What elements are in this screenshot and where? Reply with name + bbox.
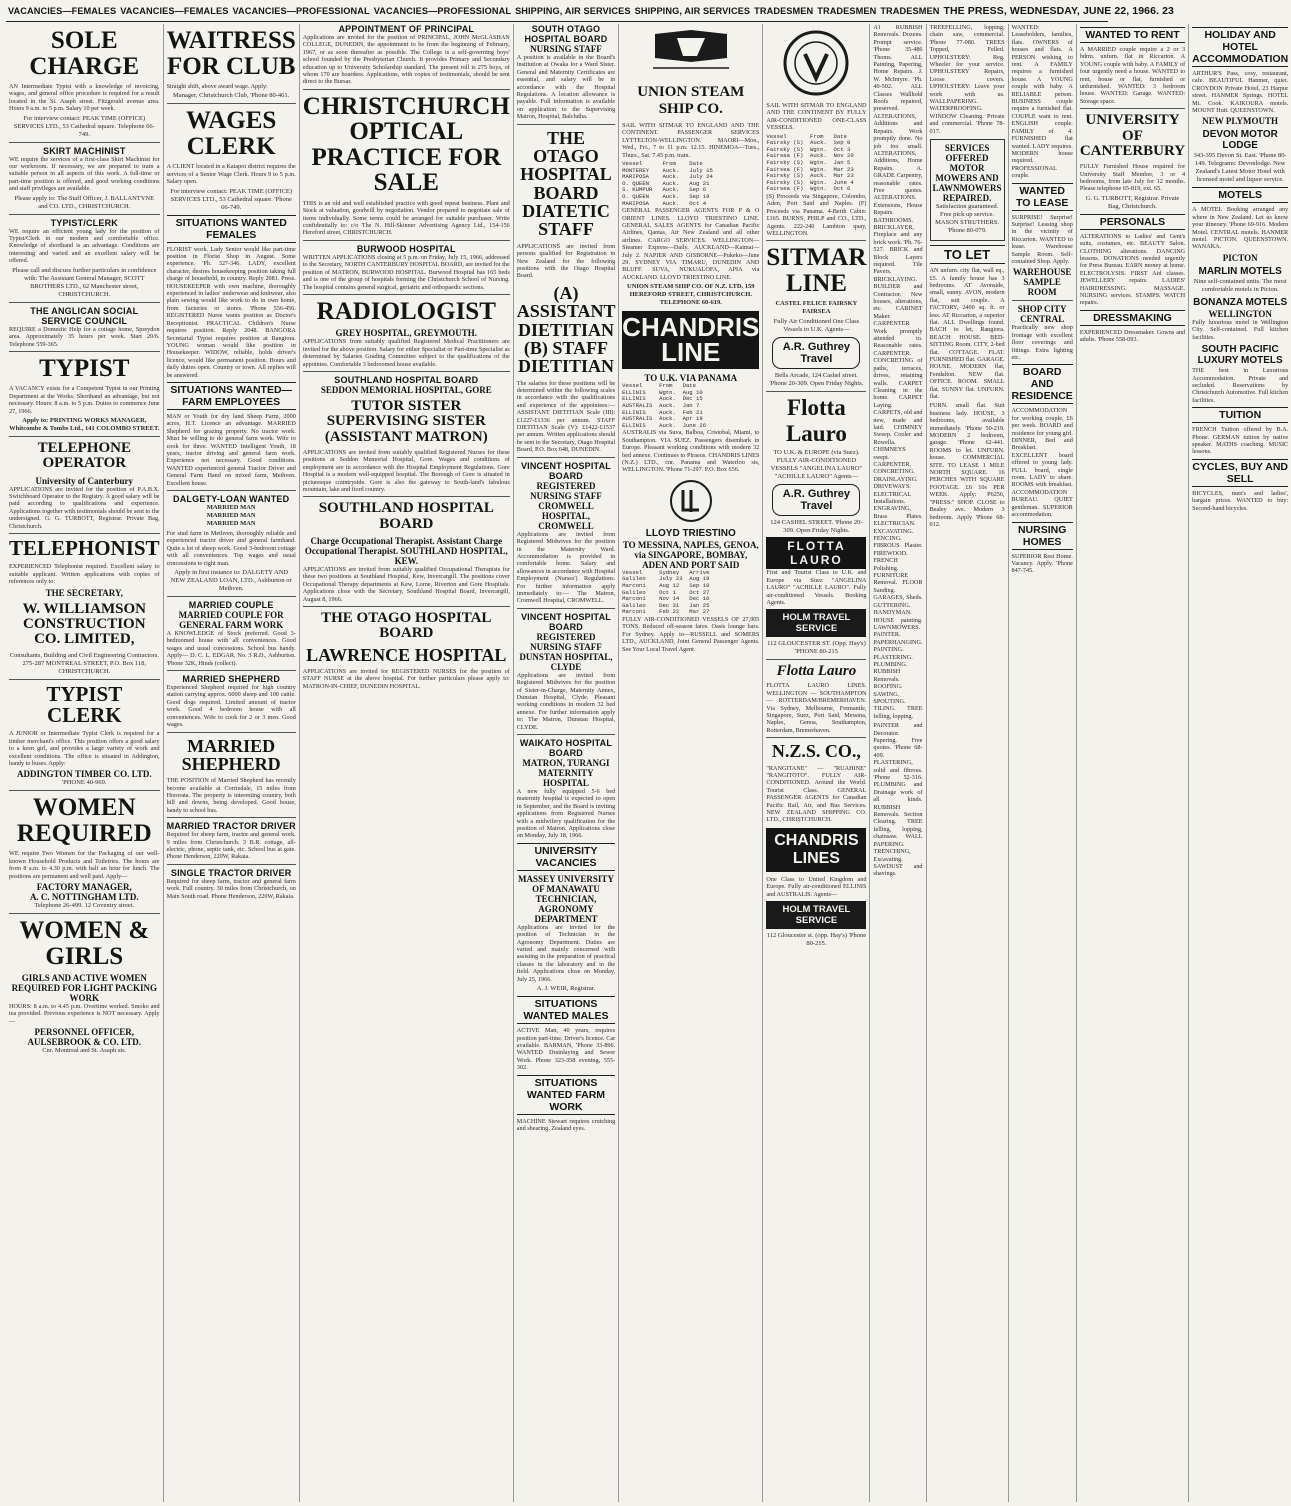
ad-text: FRENCH Tuition offered by B.A. Phone. GERMAN tuition by native speaker. MATHS coaching. MUSIC lessons. <box>1192 426 1289 456</box>
ad-text: Applications are invited for the position of Technician in the Agronomy Department. Duties are varied and mainly concerned with assisting in the preparation of practical classes in the laboratory and in the field. Applications close on Monday, July 25, 1966. <box>516 923 616 983</box>
ad-text: ACTIVE Man, 40 years, requires position part-time. Driver's licence. Car available. BARMAN, 'Phone 33-896. WANTED Drainlaying and Sewer Work. Phone 323-358 evening, 555-302. <box>516 1027 616 1072</box>
running-head-tradesmen-3: TRADESMEN <box>880 6 940 16</box>
headline-sole-charge: SOLE CHARGE <box>29 27 140 80</box>
headline-university-of-canterbury: UNIVERSITY OF CANTERBURY <box>1079 112 1186 159</box>
headline-vincent-board-2: VINCENT HOSPITAL BOARD <box>520 611 611 632</box>
ad-text: Nine self-contained units. The most comfortable motels in Picton. <box>1193 277 1287 293</box>
sitmar-logo <box>766 28 866 98</box>
headline-women-girls: WOMEN & GIRLS <box>19 917 150 970</box>
sailing-schedule: Vessel From Date MONTEREY Auck. July 15 MARIPOSA Auck. July 24 O. QUEEN Auck. Aug 21 S. KUMPUR Auck. Sep 6 O. QUEEN Auck. Sep 19 MARIPOSA Auck. Oct 4 <box>622 160 713 207</box>
column-2 <box>164 24 300 1502</box>
ad-subhead: NURSING STAFF <box>530 44 602 54</box>
headline-typist: TYPIST <box>39 354 130 382</box>
ad-subhead: PERSONNEL OFFICER, <box>34 1027 135 1038</box>
ad-text: FULLY AIR-CONDITIONED VESSELS OF 27,905 TONS. Reduced off-season fares. Oasis lounge bars. For Sydney. Apply to—RUSSELL and SOMERS LTD., AUCKLAND, Joint General Passenger Agents. See Your Local Travel Agent. <box>622 616 760 653</box>
ad-text: Satisfaction guaranteed. Free pick up service. MASON STRUTHERS. 'Phone 80-079. <box>935 203 999 235</box>
section-header-situations-wanted-males: SITUATIONS WANTED MALES <box>517 996 615 1024</box>
ad-text: APPLICATIONS are invited for REGISTERED NURSES for the position of STAFF NURSE at the above hospital. For further particulars please apply to: MATRON-IN-CHIEF, DUNEDIN HOSPITAL. <box>302 667 510 690</box>
headline-skirt-machinist: SKIRT MACHINIST <box>43 145 126 156</box>
headline-married-couple: MARRIED COUPLE <box>188 600 274 611</box>
ad-text: GENERAL PASSENGER AGENTS FOR P & O ORIENT LINES. LLOYD TRIESTINO LINE. GENERAL SALES AGENTS for Canadian Pacific Airlines, Qantas, Air New Zealand and all other airlines. CARGO SERVICES. WELLINGTON—Steamer Express—Daily. AUCKLAND—Kaimai—July 2. NAPIER AND GISBORNE—Pukeko—June 29. SYDNEY VIA TIMARU, DUNEDIN AND BLUFF. SUVA, NUKUALOFA, APIA via AUCKLAND. LLOYD TRIESTINO LINE. <box>622 207 760 281</box>
running-head-shipping-1: SHIPPING, AIR SERVICES <box>515 6 631 16</box>
headline-typist-clerk-2: TYPIST CLERK <box>46 681 123 727</box>
ad-contact: Telephone 26-499. 12 Coventry street. <box>34 902 135 910</box>
headline-waitress: WAITRESS FOR CLUB <box>166 27 296 80</box>
ad-text: A new fully equipped 5-6 bed maternity hospital is expected to open in September, and the Board is inviting applications from Registered Nurses with a midwifery qualification for the position of Matron. Applications close on Monday, July 18, 1966. <box>516 788 616 840</box>
headline-radiologist: RADIOLOGIST <box>316 297 496 325</box>
ad-text: APPLICATIONS are invited for the position of P.A.B.X. Switchboard Operator to the Registry. A good salary will be paid according to qualifications and experience. Applications together with testimonials should be sent to the undersigned. G. G. TURBOTT, Registrar. Private Bag, Christchurch. <box>9 485 160 530</box>
ad-text: WRITTEN APPLICATIONS closing at 5 p.m. on Friday, July 15, 1966, addressed to the Secretary, NORTH CANTERBURY HOSPITAL BOARD, are invited for the position of MATRON, BURWOOD HOSPITAL. Burwood Hospital has 165 beds and is one of the group of hospitals forming the Christchurch School of Nursing. The hospital contains general surgical, geriatric and orthopaedic sections. <box>302 253 510 291</box>
ad-text: Applications are invited for the position of PRINCIPAL, JOHN McGLASHAN COLLEGE, DUNEDIN, the appointment to be from the beginning of February, 1967, or as soon thereafter as possible. The College is a self-governing boys' school founded by the Presbyterian Church. It provides Primary and Secondary education up to University Scholarship standard. The present roll is 275 boys, of whom 170 are boarders. Applications, with copies of testimonials, should be sent direct to the Bursar. <box>302 34 510 86</box>
headline-telephonist: TELEPHONIST <box>9 536 160 561</box>
ad-text: SURPRISE! Surprise! Surprise! Leasing shop in the vicinity of Riccarton. WANTED to lease. Warehouse Sample Room. Self-contained Shop. Apply. <box>1011 213 1073 265</box>
running-head <box>6 2 1174 22</box>
ad-contact: Cnr. Montreal and St. Asaph sts. <box>42 1047 127 1055</box>
ad-text: WE require an efficient young lady for the position of Typist/Clerk in our modern and comfortable office. Knowledge of shorthand is an advantage. Conditions are interesting and varied and an excellent salary will be offered. <box>9 227 160 265</box>
ad-text: THE best in Luxurious Accommodation. Private and secluded. Reservations by Christchurch Automotive. Full kitchen facilities. <box>1192 367 1289 404</box>
ad-contact: For interview contact: PEAK TIME (OFFICE) SERVICES LTD., 53 Cathedral square. 'Phone 66-749. <box>170 187 293 211</box>
ad-subhead: REGISTERED NURSING STAFF <box>530 480 602 501</box>
headline-optical-practice: CHRISTCHURCH OPTICAL PRACTICE FOR SALE <box>302 92 510 197</box>
ad-subhead: Charge Occupational Therapist. Assistant Charge Occupational Therapist. SOUTHLAND HOSPITAL, KEW. <box>304 535 508 566</box>
guthrey-travel-logo: A.R. Guthrey Travel <box>772 337 860 369</box>
column-11 <box>1189 24 1291 1502</box>
section-header-motels: MOTELS <box>1192 187 1288 203</box>
ad-text: MACHINE Stewart requires crutching and shearing. Zealand eyes. <box>516 1117 616 1132</box>
ad-subhead: TO MESSINA, NAPLES, GENOA, via SINGAPORE, BOMBAY, ADEN AND PORT SAID <box>622 539 759 570</box>
ad-subhead: MASSEY UNIVERSITY OF MANAWATU <box>518 873 614 894</box>
chandris-lines-banner: CHANDRIS LINES <box>766 828 866 872</box>
ad-text: One Class to United Kingdom and Europe. Fully air-conditioned ELLINIS and AUSTRALIS. Agents— <box>766 875 867 898</box>
ad-text: BICYCLES, men's and ladies', bargain prices. WANTED to buy: Second-hand bicycles. <box>1192 489 1289 512</box>
running-head-vacancies-females-1: VACANCIES—FEMALES <box>8 6 117 16</box>
ad-text: Required for sheep farm, tractor and general work. 9 miles from Christchurch. 3 B.R. cottage, all-electric, phone, septic tank, etc. School bus at gate. Phone Henderson, 220W, Rakaia. <box>166 831 296 861</box>
ad-subhead: CROMWELL HOSPITAL, CROMWELL <box>538 500 594 531</box>
headline-waikato-board: WAIKATO HOSPITAL BOARD <box>519 738 613 759</box>
headline-single-tractor-driver: SINGLE TRACTOR DRIVER <box>170 867 292 878</box>
section-header-wanted-to-lease: WANTED TO LEASE <box>1012 183 1073 211</box>
ad-contact: 'PHONE 40-969. <box>62 779 107 787</box>
ad-text: AN Intermediate Typist with a knowledge of invoicing, wages, and general office procedure is required for a result located in the St. Asaph street. Fitzgerald avenue area. Hours 9 a.m. to 5 p.m. Salary 10 per week. <box>9 83 160 113</box>
headline-devon-motor-lodge: DEVON MOTOR LODGE <box>1202 129 1278 152</box>
headline-otago-hospital-board: THE OTAGO HOSPITAL BOARD <box>321 609 492 642</box>
ad-contact: UNION STEAM SHIP CO. OF N.Z. LTD. 159 HEREFORD STREET, CHRISTCHURCH. TELEPHONE 60-619. <box>627 283 755 307</box>
sitmar-line-headline: SITMAR LINE <box>766 244 867 297</box>
ad-contact: Consultants, Building and Civil Engineering Contractors. 275-287 MONTREAL STREET, P.O. Box 118, CHRISTCHURCH. <box>9 651 159 675</box>
ad-text: First and Tourist Class to U.K. and Europe via Suez "ANGELINA LAURO" "ACHILLE LAURO". Fully air-conditioned Vessels. Booking Agents. <box>766 569 867 607</box>
ad-text: SUPERIOR Rest Home. Vacancy. Apply. 'Phone 847-745. <box>1011 552 1073 575</box>
running-head-shipping-2: SHIPPING, AIR SERVICES <box>634 6 751 16</box>
column-7 <box>870 24 926 1502</box>
ad-text: EXPERIENCED Dressmaker. Gowns and adults. 'Phone 558-093. <box>1079 328 1186 344</box>
running-head-vacancies-professional-2: VACANCIES—PROFESSIONAL <box>373 6 512 16</box>
ad-text: HOURS: 8 a.m. to 4.45 p.m. Overtime worked. Smoko and tea provided. Previous experience is NOT necessary. Apply— <box>9 1003 160 1025</box>
ad-text: For stud farm in Methven, thoroughly reliable and experienced tractor driver and general farmhand. Quite a lot of sheep work. Good 3-bedroom cottage with all conveniences. Top wages and usual concessions to right man. <box>166 530 296 567</box>
ad-subhead: SERVICES OFFERED MOTOR MOWERS AND LAWNMOWERS REPAIRED. <box>932 143 1002 204</box>
lloyd-triestino-logo <box>622 478 759 524</box>
section-header-board-and-residence: BOARD AND RESIDENCE <box>1011 366 1073 403</box>
ad-text: (S) Proceeds via Singapore, Colombo, Aden, Port Said and Naples. (F) Proceeds via Panama. 4-Berth Cabin: £165. BURNS, PHILP and CO., LTD., Agents. 222-240 Lambton quay, WELLINGTON. <box>766 192 867 237</box>
sailing-schedule: Vessel From Date ELLINIS Wgtn. Aug 10 ELLINIS Auck. Dec 15 AUSTRALIS Auck. Jan 7 ELLINIS Auck. Feb 21 AUSTRALIS Auck. Apr 19 ELLINIS Auck. June 26 <box>622 382 707 429</box>
ad-text: AUSTRALIS via Suva, Balboa, Cristobal, Miami, to Southampton. VIA SUEZ. Passengers disembark in Europe. Pleasant working conditions with modern 32 bed annexe. Continues to Piraeus. CHANDRIS LINES (N.Z.) LTD., cnr. Panama and Waterloo sts, WELLINGTON. 'Phone 71-297. P.O. Box 656. <box>622 429 760 474</box>
ad-contact: Bells Arcade, 124 Cashel street. 'Phone 20-309. Open Friday Nights. <box>769 372 864 388</box>
headline-south-otago-board: SOUTH OTAGO HOSPITAL BOARD <box>524 24 608 44</box>
ad-contact: G. G. TURBOTT, Registrar. Private Bag, Christchurch. <box>1085 194 1180 210</box>
running-head-vacancies-females-2: VACANCIES—FEMALES <box>120 6 229 16</box>
section-header-nursing-homes: NURSING HOMES <box>1012 522 1073 550</box>
headline-lawrence-hospital: LAWRENCE HOSPITAL <box>306 644 507 665</box>
section-header-situations-wanted-farm: SITUATIONS WANTED FARM WORK <box>517 1075 615 1115</box>
ad-text: APPLICATIONS are invited from suitably qualified Occupational Therapists for these two positions at Southland Hospital, Kew, Invercargill. The positions cover Occupational Therapy departments at Kew, Lorne, Riverton and Gore Hospitals. Applications close with the Secretary, Southland Hospital Board, Invercargill, August 8, 1966. <box>302 565 510 603</box>
ad-subhead: PICTON <box>1222 252 1258 263</box>
personals-listings: ALTERATIONS to Ladies' and Gent's suits, costumes, etc. BEAUTY Salon. CLOTHING alterations. DANCING lessons. DONATIONS needed urgently for Press Bureau. EARN money at home. ELECTROLYSIS. FIRST Aid classes. JEWELLERY repairs. LADIES' HAIRDRESSING. MASSAGE. NURSING services. STAMPS. WATCH repairs. <box>1079 232 1186 307</box>
ad-contact: Manager, Christchurch Club, 'Phone 80-461. <box>173 92 290 100</box>
ad-contact: Apply in first instance to: DALGETY AND NEW ZEALAND LOAN, LTD., Ashburton or Methven. <box>170 569 292 593</box>
ad-text: FLOTTA LAURO LINES. WELLINGTON — SOUTHAMPTON — ROTTERDAM/BREMERHAVEN. Via Sydney, Melbourne, Fremantle, Singapore, Suez, Port Said, Messina, Naples, Genoa, Southampton, Rotterdam, Bremerhaven. <box>766 682 867 734</box>
ad-text: Fully luxurious motel in Wellington City. Self-contained. Full kitchen facilities. <box>1192 318 1289 341</box>
headline-women-required: WOMEN REQUIRED <box>16 794 152 847</box>
union-flag-icon <box>647 28 735 80</box>
headline-married-tractor-driver: MARRIED TRACTOR DRIVER <box>166 821 296 832</box>
ad-subhead: TECHNICIAN, AGRONOMY DEPARTMENT <box>534 893 598 924</box>
ad-subhead: TO U.K. VIA PANAMA <box>644 373 738 384</box>
ad-subhead: GIRLS AND ACTIVE WOMEN REQUIRED FOR LIGHT PACKING WORK <box>11 973 157 1004</box>
sailing-schedule: Vessel Sydney Arrive Galileo July 23 Aug 19 Marconi Aug 12 Sep 10 Galileo Oct 1 Oct 27 Marconi Nov 14 Dec 10 Galileo Dec 31 Jan 25 Marconi Feb 22 Mar 27 <box>622 568 710 616</box>
ad-text: FULLY Furnished House required for University Staff Member, 3 or 4 bedrooms, from late July for 12 months. Please telephone 65-819, ext. 65. <box>1079 163 1186 193</box>
ad-text: A JUNIOR or Intermediate Typist Clerk is required for a timber merchant's office. This position offers a good salary to a keen girl, and provides a large variety of work and excellent conditions. The office is situated in Addington, handy to buses. Apply: <box>9 730 160 768</box>
ad-text: WE require Two Women for the Packaging of our well-known Household Products and Toiletries. The hours are from 8 a.m. to 4.30 p.m. with half an hour for lunch. The positions are permanent and well paid. Apply— <box>9 850 160 880</box>
ad-text: THE POSITION of Married Shepherd has recently become available at Corriedale, 15 miles from Hororata. The property is interesting country, both hill and downs, being developed. Good house, handy to school bus. <box>166 777 296 814</box>
column-3 <box>300 24 514 1502</box>
ad-contact: A. J. WEIR, Registrar. <box>536 985 596 993</box>
ad-subhead: NEW PLYMOUTH <box>1202 116 1279 127</box>
nzs-co-headline: N.Z.S. CO., <box>771 741 861 762</box>
ad-subhead: CASTEL FELICE FAIRSKY FAIRSEA <box>775 300 858 316</box>
ad-text: A KNOWLEDGE of Stock preferred. Good 3-bedroomed house with all conveniences. Good wages and usual concessions. School bus handy. Apply— D. C. L. EDGAR, No. 3 R.D., Ashburton. 'Phone 32K, Hinds (collect). <box>166 630 296 667</box>
chandris-line-banner: CHANDRIS LINE <box>622 312 760 368</box>
ad-text: MAN or Youth for dry land Sheep Farm, 2000 acres, H.T. Licence an advantage. MARRIED Shepherd for grazing property. No tractor work. Must be willing to do general farm work. Wife to cook for three. WANTED Intelligent Youth, 18 years, tractor driving and general farm work. Experience not necessary. Good conditions. WANTED experienced general Tractor Driver and General Farm Hand on mixed farm, Methven. Excellent house. <box>166 412 296 487</box>
holiday-listings: ARTHUR'S Pass, cosy, restaurant, cafe. BEAUTIFUL Hanmer, quiet. CROYDON Private Hotel, 23 Harpur street. HANMER Springs. HOTEL Mt. Cook. KAIKOURA motels. MOUNT Hutt. QUEENSTOWN. <box>1192 70 1289 115</box>
ad-subhead: University of Canterbury <box>35 475 134 486</box>
headline-burwood-hospital: BURWOOD HOSPITAL <box>356 243 456 254</box>
headline-south-pacific-motels: SOUTH PACIFIC LUXURY MOTELS <box>1197 344 1283 367</box>
column-10 <box>1077 24 1189 1502</box>
wanted-listings: WANTED: Leaseholders, families, flats. OWNERS of houses and flats. A PERSON wishing to rent. A FAMILY requires a furnished house. A YOUNG couple with baby. A RELIABLE person. BUSINESS couple require a furnished flat. COUPLE want to rent. ENGLISH couple. FAMILY of 4. FURNISHED flat wanted. LADY requires. MODERN house required. PROFESSIONAL couple. <box>1011 24 1073 180</box>
ad-contact: Apply to: PRINTING WORKS MANAGER, Whitcombe & Tombs Ltd., 141 COLOMBO STREET. <box>9 417 160 433</box>
ad-subhead: WAREHOUSE SAMPLE ROOM <box>1012 267 1072 298</box>
sitmar-emblem-icon <box>779 28 853 98</box>
headline-anglican-council: THE ANGLICAN SOCIAL SERVICE COUNCIL <box>30 305 139 326</box>
section-header-to-let: TO LET <box>930 245 1005 264</box>
headline-bonanza-motels: BONANZA MOTELS <box>1193 296 1288 308</box>
motels-listings: A MOTEL Booking arranged any where in New Zealand. Let us know your itinerary. 'Phone 69-916. Modern Motel. CENTRAL motels. HANMER motel. PICTON. QUEENSTOWN. WANAKA. <box>1192 206 1289 251</box>
ad-subhead: THE SECRETARY, <box>45 587 123 598</box>
tradesmen-listings-2: PAINTER and Decorator. Papering. Free quotes. 'Phone 68-409. PLASTERING, solid and fibrous. 'Phone 52-316. PLUMBING and Drainage work of all kinds. RUBBISH Removals. Section Clearing. TREE felling, lopping, chainsaw. WALL PAPERING. TRENCHING, Excavating. SAWDUST and shavings. <box>873 722 923 878</box>
ad-subhead: AULSEBROOK & CO. LTD. <box>27 1037 141 1048</box>
ad-contact: 112 GLOUCESTER ST. (Opp. Hay's) 'PHONE 80-215 <box>767 640 866 656</box>
headline-vincent-board: VINCENT HOSPITAL BOARD <box>520 460 611 481</box>
holm-travel-banner: HOLM TRAVEL SERVICE <box>766 609 866 637</box>
to-let-listings-2: FURN. small flat. Suit business lady. HOUSE, 3 bedrooms, available immediately. 'Phone 50-219. MODERN 2 bedroom, garage. 'Phone 62-441. ROOMS to let. UNFURN. house. COMMERCIAL SITE. TO LEASE 1 MILE NORTH SQUARE. 16 PERCHES WITH SQUARE FOOTAGE. £6 10s PER WEEK. Apply: P6256, "PRESS." SHOP. CLOSE to Bealey ave. Modern 3 bedroom. Apply 'Phone 68-012. <box>929 402 1005 528</box>
ad-subhead: WELLINGTON <box>1208 308 1272 319</box>
ad-subhead: REGISTERED NURSING STAFF <box>530 631 602 652</box>
ad-subhead: MARRIED MAN MARRIED MAN MARRIED MAN <box>206 504 256 527</box>
section-header-situations-wanted-females: SITUATIONS WANTED FEMALES <box>167 215 296 243</box>
ad-subhead: MARRIED COUPLE FOR GENERAL FARM WORK <box>178 610 284 631</box>
column-5 <box>619 24 763 1502</box>
ad-text: WE require the services of a first-class Skirt Machinist for our workroom. If necessary, we are prepared to train a suitable person in all aspects of this work. A full-time or part-time position is offered, and good working conditions and staff privileges are available. <box>9 155 160 193</box>
ad-text: APPLICATIONS from suitably qualified Registered Medical Practitioners are invited for the above position. Salary for either Specialist or Part-time Specialist as determined by Salaries Grading Committee subject to the qualifications of the appointee. Comfortable 3 bedroomed house available. <box>302 338 510 368</box>
headline-married-shepherd: MARRIED SHEPHERD <box>182 674 281 685</box>
ad-text: Required for sheep farm, tractor and general farm work. Full country. 30 miles from Christchurch, on Main South road. Phone Henderson, 220W, Rakaia. <box>166 877 296 900</box>
lloyd-triestino-title: LLOYD TRIESTINO <box>645 527 736 539</box>
ad-contact: 112 Gloucester st. (opp. Hay's) 'Phone 80-215. <box>766 932 867 948</box>
ad-text: Applications are invited from Registered Midwives for the position in the Maternity Ward. Accommodation is provided in comfortable home. Salary and allowances in accordance with Hospital Employment (Nurses') Regulations. For further information apply immediately to:— The Matron, Cromwell Hospital, CROMWELL. <box>516 530 616 605</box>
ad-text: FLORIST work. Lady Senior would like part-time position in Florist Shop in August. Some experience. 'Ph. 327-346. LADY, excellent character, desires housekeeping position taking full charge of household, in country. Reply 2081. Press. HOUSEKEEPER with own machine, thoroughly experienced in ladies' underwear and knitwear, also plain sewing would like work to do in own home, from factories or stores. 'Phone 556-456. REGISTERED Nurse wants position as Doctor's Receptionist. PRACTICAL Children's Nurse requires position. Reply 2048. BANGORA Secretarial Typist requires position at Rangiora. YOUNG woman would like position in Housekeeper. WIDOW, reliable, holds driver's licence, would like permanent position. Hours and daily duties open. Country or town. All replies will be answered. <box>166 245 296 379</box>
ad-text: Fully Air Conditioned One Class Vessels to U.K. Agents— <box>773 318 860 334</box>
board-listings: ACCOMMODATION for working couple, £6 per week. BOARD and residence for young girl. DINNER, Bed and Breakfast. EXCELLENT board offered to young lady. FULL board, single room. LADY to share. ROOMS with breakfast. ACCOMMODATION BUREAU. QUIET gentleman. SUPERIOR accommodation. <box>1011 407 1073 519</box>
tradesmen-listings: A1 RUBBISH Removals. Dozens. Prompt service. 'Phone 35-486 Thoms. ALL Painting, Papering, Home Repairs. J. W. McIntyre. 'Ph. 40-502. ALL Classes Wallhold Roofs repaired, preserved. ALTERATIONS, Additions and Repairs. Work promptly done. No job too small. ALTERATIONS, Additions, Home Repairs. A. GRADE Carpentry, reasonable rates. Free quotes. ALTERATIONS. Extensions, House Repairs. BATHROOMS. BRICKLAYER, Fireplace and any brick work. 'Ph. 76-527. BRICK and Block Layers required. Tile Pavers. BRICKLAYING. BUILDER and Contractor. New houses, alterations, etc. CABINET Maker. CARPENTER Work promptly attended to. Reasonable rates. CARPENTER. CONCRETING of paths, terraces, drives, retaining walls. CARPET Cleaning in the home. CARPET Laying. CARPETS, old and new, made and laid. CHIMNEY Sweep. Cooler and Rowella. CHIMNEYS swept. CARPENTER. CONCRETING. DRAINLAYING. DRIVEWAYS. ELECTRICAL Installations. ENGRAVING, Brass Plates. ELECTRICIAN. EXCAVATING. FENCING. FIBROUS Plaster. FIREWOOD. FRENCH Polishing. FURNITURE Removal. FLOOR Sanding. GARAGES, Sheds. GUTTERING. HANDYMAN. HOUSE painting. LAWNMOWERS. PAINTER. PAPERHANGING. PAINTING. PLASTERING. PLUMBING. RUBBISH Removals. ROOFING. SAWING. SPOUTING. TILING. TREE felling, lopping. <box>873 24 923 720</box>
headline-wages-clerk: WAGES CLERK <box>186 107 277 160</box>
headline-williamson: W. WILLIAMSON CONSTRUCTION CO. LIMITED, <box>22 600 146 648</box>
union-steam-ship-name: UNION STEAM SHIP CO. <box>637 84 745 117</box>
headline-appointment-principal: APPOINTMENT OF PRINCIPAL <box>338 24 475 34</box>
ad-subhead: DUNSTAN HOSPITAL, CLYDE <box>519 651 613 672</box>
ad-subhead: ADDINGTON TIMBER CO. LTD. <box>16 769 152 780</box>
ad-text: Experienced Shepherd required for high country station carrying approx. 6000 sheep and 100 cattle. Good dogs required. Limited amount of tractor work. Good 4 bedroom house with all conveniences. Wife to cook for 2 or 3 men. Good wages. <box>166 684 296 729</box>
ad-text: A CLIENT located in a Kaiapoi district requires the services of a Senior Wage Clerk. Hours 9 to 5 p.m. Salary open. <box>166 163 296 186</box>
section-header-cycles: CYCLES, BUY AND SELL <box>1192 460 1288 485</box>
running-head-vacancies-professional-1: VACANCIES—PROFESSIONAL <box>232 6 370 16</box>
to-let-listings: AN unfurn. city flat, wall eq., £5. A family house has 3 bedrooms. AT Avonside, small, sunny. AVON, modern flat, suit couple. A FACTORY, 2400 sq. ft. or less. AT Riccarton, a superior flat. ALL Dwellings found. BACH to let, Rangiora. BEACH HOUSE. BED-SITTING Room. CITY, 2-bed flat. COTTAGE. FLAT. FURNISHED flat. GARAGE. HOUSE. MODERN flat, Fendalton. NEW flat. OFFICE. ROOM. SMALL flat. SUNNY flat. UNFURN. flat. <box>929 267 1005 400</box>
ad-text: A position is available in the Board's institution at Owaka for a Ward Sister. General and Maternity Certificates are essential, and salary will be in accordance with the Hospital Regulations. A location allowance is payable. Full information is available on application to the Supervising Matron, Hospital, Balclutha. <box>516 54 616 121</box>
flotta-lauro-logo: Flotta Lauro <box>776 663 857 680</box>
column-6 <box>763 24 870 1502</box>
running-head-tradesmen-1: TRADESMEN <box>754 6 814 16</box>
ad-contact: 124 CASHEL STREET. 'Phone 20-309. Open Friday Nights. <box>770 519 863 535</box>
union-steam-ship-logo <box>622 28 759 80</box>
ad-text: Applications are invited from Registered Midwives for the position of Sister-in-Charge, Maternity Annex, Dunstan Hospital, Clyde. Pleasant working conditions in modern 32 bed annexe. For further information apply to: The Matron, Dunstan Hospital, CLYDE. <box>516 671 616 731</box>
ad-contact: Please call and discuss further particulars in confidence with: The Assistant General Manager, SCOTT BROTHERS LTD., 62 Manchester street, CHRISTCHURCH. <box>12 266 157 298</box>
ad-text: SAIL WITH SITMAR TO ENGLAND AND THE CONTINENT BY FULLY AIR-CONDITIONED ONE-CLASS VESSELS. <box>766 102 867 132</box>
ad-subhead: A. C. NOTTINGHAM LTD. <box>29 892 139 903</box>
tradesmen-listings: TREEFELLING, lopping, chain saw, commercial. 'Phone 77-080. TREES Topped, Felled. UPHOLSTERY: Reg. Wheeler for your service. UPHOLSTERY Repairs, Loose covers. UPHOLSTERY: Leave your work with us. WALLPAPERING. WATERPROOFING. WINDOW Cleaning. Private and commercial. 'Phone 78-017. <box>929 24 1005 135</box>
column-9 <box>1009 24 1077 1502</box>
holm-travel-banner-2: HOLM TRAVEL SERVICE <box>766 901 866 929</box>
headline-otago-dietetic: THE OTAGO HOSPITAL BOARD DIATETIC STAFF <box>520 127 612 240</box>
ad-text: SAIL WITH SITMAR TO ENGLAND AND THE CONTINENT. PASSENGER SERVICES LYTTELTON-WELLINGTON. MAORI—Mon., Wed., Fri., 7 to 11 p.m. 12.15. HINEMOA—Tues., Thurs., Sat. 7.45 p.m. train. <box>622 122 760 159</box>
section-header-personals: PERSONALS <box>1080 214 1185 230</box>
flotta-lauro-headline: Flotta Lauro <box>785 395 847 447</box>
headline-dalgety: DALGETY-LOAN WANTED <box>173 494 290 504</box>
section-header-farm-employees: SITUATIONS WANTED—FARM EMPLOYEES <box>167 382 296 410</box>
headline-telephone-operator: TELEPHONE OPERATOR <box>37 440 131 472</box>
ad-subhead: FACTORY MANAGER, <box>36 882 132 893</box>
column-4 <box>514 24 619 1502</box>
ad-contact: For interview contact: PEAK TIME (OFFICE) SERVICES LTD., 53 Cathedral square. Telephone 66-749. <box>13 114 155 138</box>
paper-date-and-page: THE PRESS, WEDNESDAY, JUNE 22, 1966. 23 <box>943 5 1174 17</box>
column-8 <box>927 24 1009 1502</box>
ad-text: THIS is an old and well established practice with good repeat business. Plant and Stock at valuation, goodwill by negotiation. Vendor prepared to negotiate sale of items individually. Some terms could be arranged for suitable purchaser. Write confidentially to: c/o The N. Hill-Skinner Advertising Agency Ltd., 154-156 Hereford street, CHRISTCHURCH. <box>302 199 510 237</box>
headline-southland-board: SOUTHLAND HOSPITAL BOARD <box>334 375 479 386</box>
ad-text: APPLICATIONS are invited from persons qualified for Registration in New Zealand for the following positions with the Otago Hospital Board. <box>516 242 616 280</box>
section-header-wanted-to-rent: WANTED TO RENT <box>1080 27 1185 43</box>
ad-text: Practically new shop frontage with excellent floor coverings and fittings. Extra lighting etc. <box>1011 324 1073 361</box>
ad-text: Straight shift, above award wage. Apply: <box>166 83 268 90</box>
section-header-holiday-accommodation: HOLIDAY AND HOTEL ACCOMMODATION <box>1192 29 1289 65</box>
headline-southland-board-2: SOUTHLAND HOSPITAL BOARD <box>318 500 494 532</box>
headline-tutor-sister: TUTOR SISTER SUPERVISING SISTER (ASSISTANT MATRON) <box>324 398 488 445</box>
ad-subhead: SHOP CITY CENTRAL <box>1017 304 1067 325</box>
ad-subhead: GREY HOSPITAL, GREYMOUTH. <box>335 328 478 339</box>
running-head-tradesmen-2: TRADESMEN <box>817 6 877 16</box>
headline-typist-clerk: TYPIST/CLERK <box>50 217 118 228</box>
ad-subhead: MATRON, TURANGI MATERNITY HOSPITAL <box>522 758 610 789</box>
ad-text: "RANGITANE" — "RUAHINE" "RANGITOTO". FULLY AIR-CONDITIONED. Around the World. Tourist Class. GENERAL PASSENGER AGENTS for Canadian Pacific Rail, Air, and Bus Services. NEW ZEALAND SHIPPING CO. LTD., CHRISTCHURCH. <box>766 764 867 824</box>
headline-married-shepherd-2: MARRIED SHEPHERD <box>181 735 281 774</box>
lawnmower-ad <box>930 139 1005 241</box>
lloyd-anchor-icon <box>668 478 714 524</box>
headline-dietitian-positions: (A) ASSISTANT DIETITIAN (B) STAFF DIETITIAN <box>516 282 616 377</box>
ad-text: EXPERIENCED Telephonist required. Excellent salary to suitable applicant. Written applications with copies of references only to: <box>9 563 160 586</box>
ad-text: REQUIRE a Domestic Help for a cottage home, Spreydon area. Approximately 35 hours per week. Start 20/6. Telephone 559-365. <box>9 325 160 348</box>
headline-marlin-motels: MARLIN MOTELS <box>1198 265 1282 277</box>
ad-text: 343-395 Devon St. East. 'Phone 80-149. Telegrams: Devonlodge. New Zealand's Latest Motor Hotel with licensed motel and liquor service. <box>1193 152 1287 184</box>
section-header-university-vacancies: UNIVERSITY VACANCIES <box>517 843 615 871</box>
ad-subhead: SEDDON MEMORIAL HOSPITAL, GORE <box>320 385 492 396</box>
sailing-schedule: Vessel From Date Fairsky (S) Auck. Sep 8 Fairsky (S) Wgtn. Oct 3 Fairsea (F) Auck. Nov 20 Fairsky (S) Wgtn. Jan 5 Fairsea (F) Wgtn. Mar 23 Fairsky (S) Auck. Mar 23 Fairsky (S) Wgtn. June 4 Fairsea (F) Wgtn. Oct 6 <box>766 132 854 193</box>
ad-text: TO U.K. & EUROPE (via Suez). FULLY AIR-CONDITIONED VESSELS "ANGELINA LAURO" "ACHILLE LAURO" Agents— <box>770 449 863 481</box>
ad-contact: Please apply to: The Staff Officer, J. BALLANTYNE and CO. LTD., CHRISTCHURCH. <box>14 194 155 210</box>
classified-page <box>6 24 1289 1502</box>
column-1 <box>6 24 164 1502</box>
wanted-to-rent-listings: A MARRIED couple require a 2 or 3 bdrm. unfurn. flat in Riccarton. A YOUNG couple with baby. A FAMILY of four urgently need a house. WANTED to rent, house or flat, furnished or unfurnished. WANTED: 3 bedroom house. WANTED: Garage. WANTED: Storage space. <box>1079 46 1186 105</box>
ad-text: APPLICATIONS are invited from suitably qualified Registered Nurses for these positions at Seddon Memorial Hospital, Gore. Wages and conditions of employment are in accordance with the Hospital Employment Regulations. Gore Hospital is a modern well-equipped hospital. The Borough of Gore is situated in picturesque countryside. Gore is also the gateway to South-land's fabulous mountain, lake and fiord country. <box>302 448 510 493</box>
guthrey-travel-logo-2: A.R. Guthrey Travel <box>772 484 860 516</box>
ad-text: The salaries for these positions will be determined within the following scales in accordance with the qualifications and experience of the appointees:— ASSISTANT DIETITIAN Scale (III): £1227-£1336 per annum. STAFF DIETITIAN Scale (V): £1422-£1537 per annum. Written applications should be sent to the Secretary, Otago Hospital Board, P.O. Box 648, DUNEDIN. <box>516 379 616 454</box>
ad-text: A VACANCY exists for a Competent Typist in our Printing Department at the Works. Shorthand an advantage, but not necessary. Hours: 8 a.m. to 5 p.m. Duties to commence June 27, 1966. <box>9 385 160 415</box>
section-header-tuition: TUITION <box>1192 407 1288 423</box>
flotta-lauro-banner: FLOTTA LAURO <box>766 537 866 569</box>
section-header-dressmaking: DRESSMAKING <box>1080 310 1185 326</box>
